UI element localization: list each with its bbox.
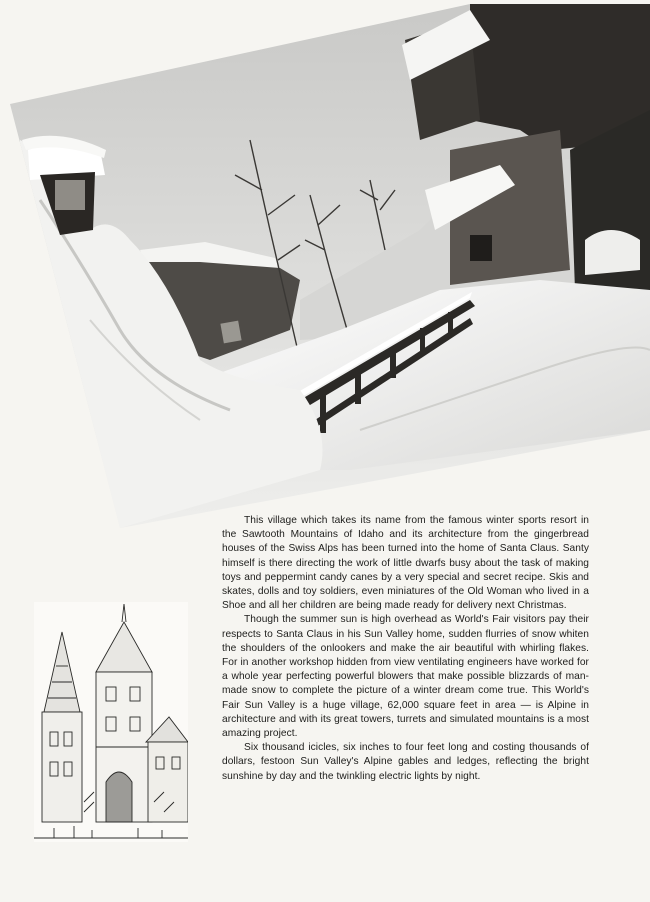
alpine-tower-sketch bbox=[34, 602, 188, 842]
article-paragraph: Though the summer sun is high overhead as World's Fair visitors pay their respects to Santa Claus in his Sun Valley home, sudden flurries of snow whiten the shoulders of the onlookers and make the air beautiful with whirling flakes. For in another workshop hidden from view ventilating engineers have worked for a whole year perfecting powerful blowers that make possible blizzards of man-made snow to complete the picture of a winter dream come true. This World's Fair Sun Valley is a huge village, 62,000 square feet in area — is Alpine in architecture and with its great towers, turrets and simulated mountains is a most amazing project. bbox=[222, 614, 589, 740]
article-body bbox=[222, 514, 589, 784]
article-paragraph: This village which takes its name from the famous winter sports resort in the Sawtooth Mountains of Idaho and its architecture from the gingerbread houses of the Swiss Alps has been turned into the home of Santa Claus. Santy himself is there directing the work of little dwarfs busy about the task of making toys and peppermint candy canes by a very special and secret recipe. Skis and skates, dolls and toy soldiers, even miniatures of the Old Woman who lived in a Shoe and all her children are being made ready for delivery next Christmas. bbox=[222, 515, 589, 612]
article-paragraph: Six thousand icicles, six inches to four feet long and costing thousands of dollars, festoon Sun Valley's Alpine gables and ledges, reflecting the bright sunshine by day and the twinkling electric lights by night. bbox=[222, 742, 589, 782]
